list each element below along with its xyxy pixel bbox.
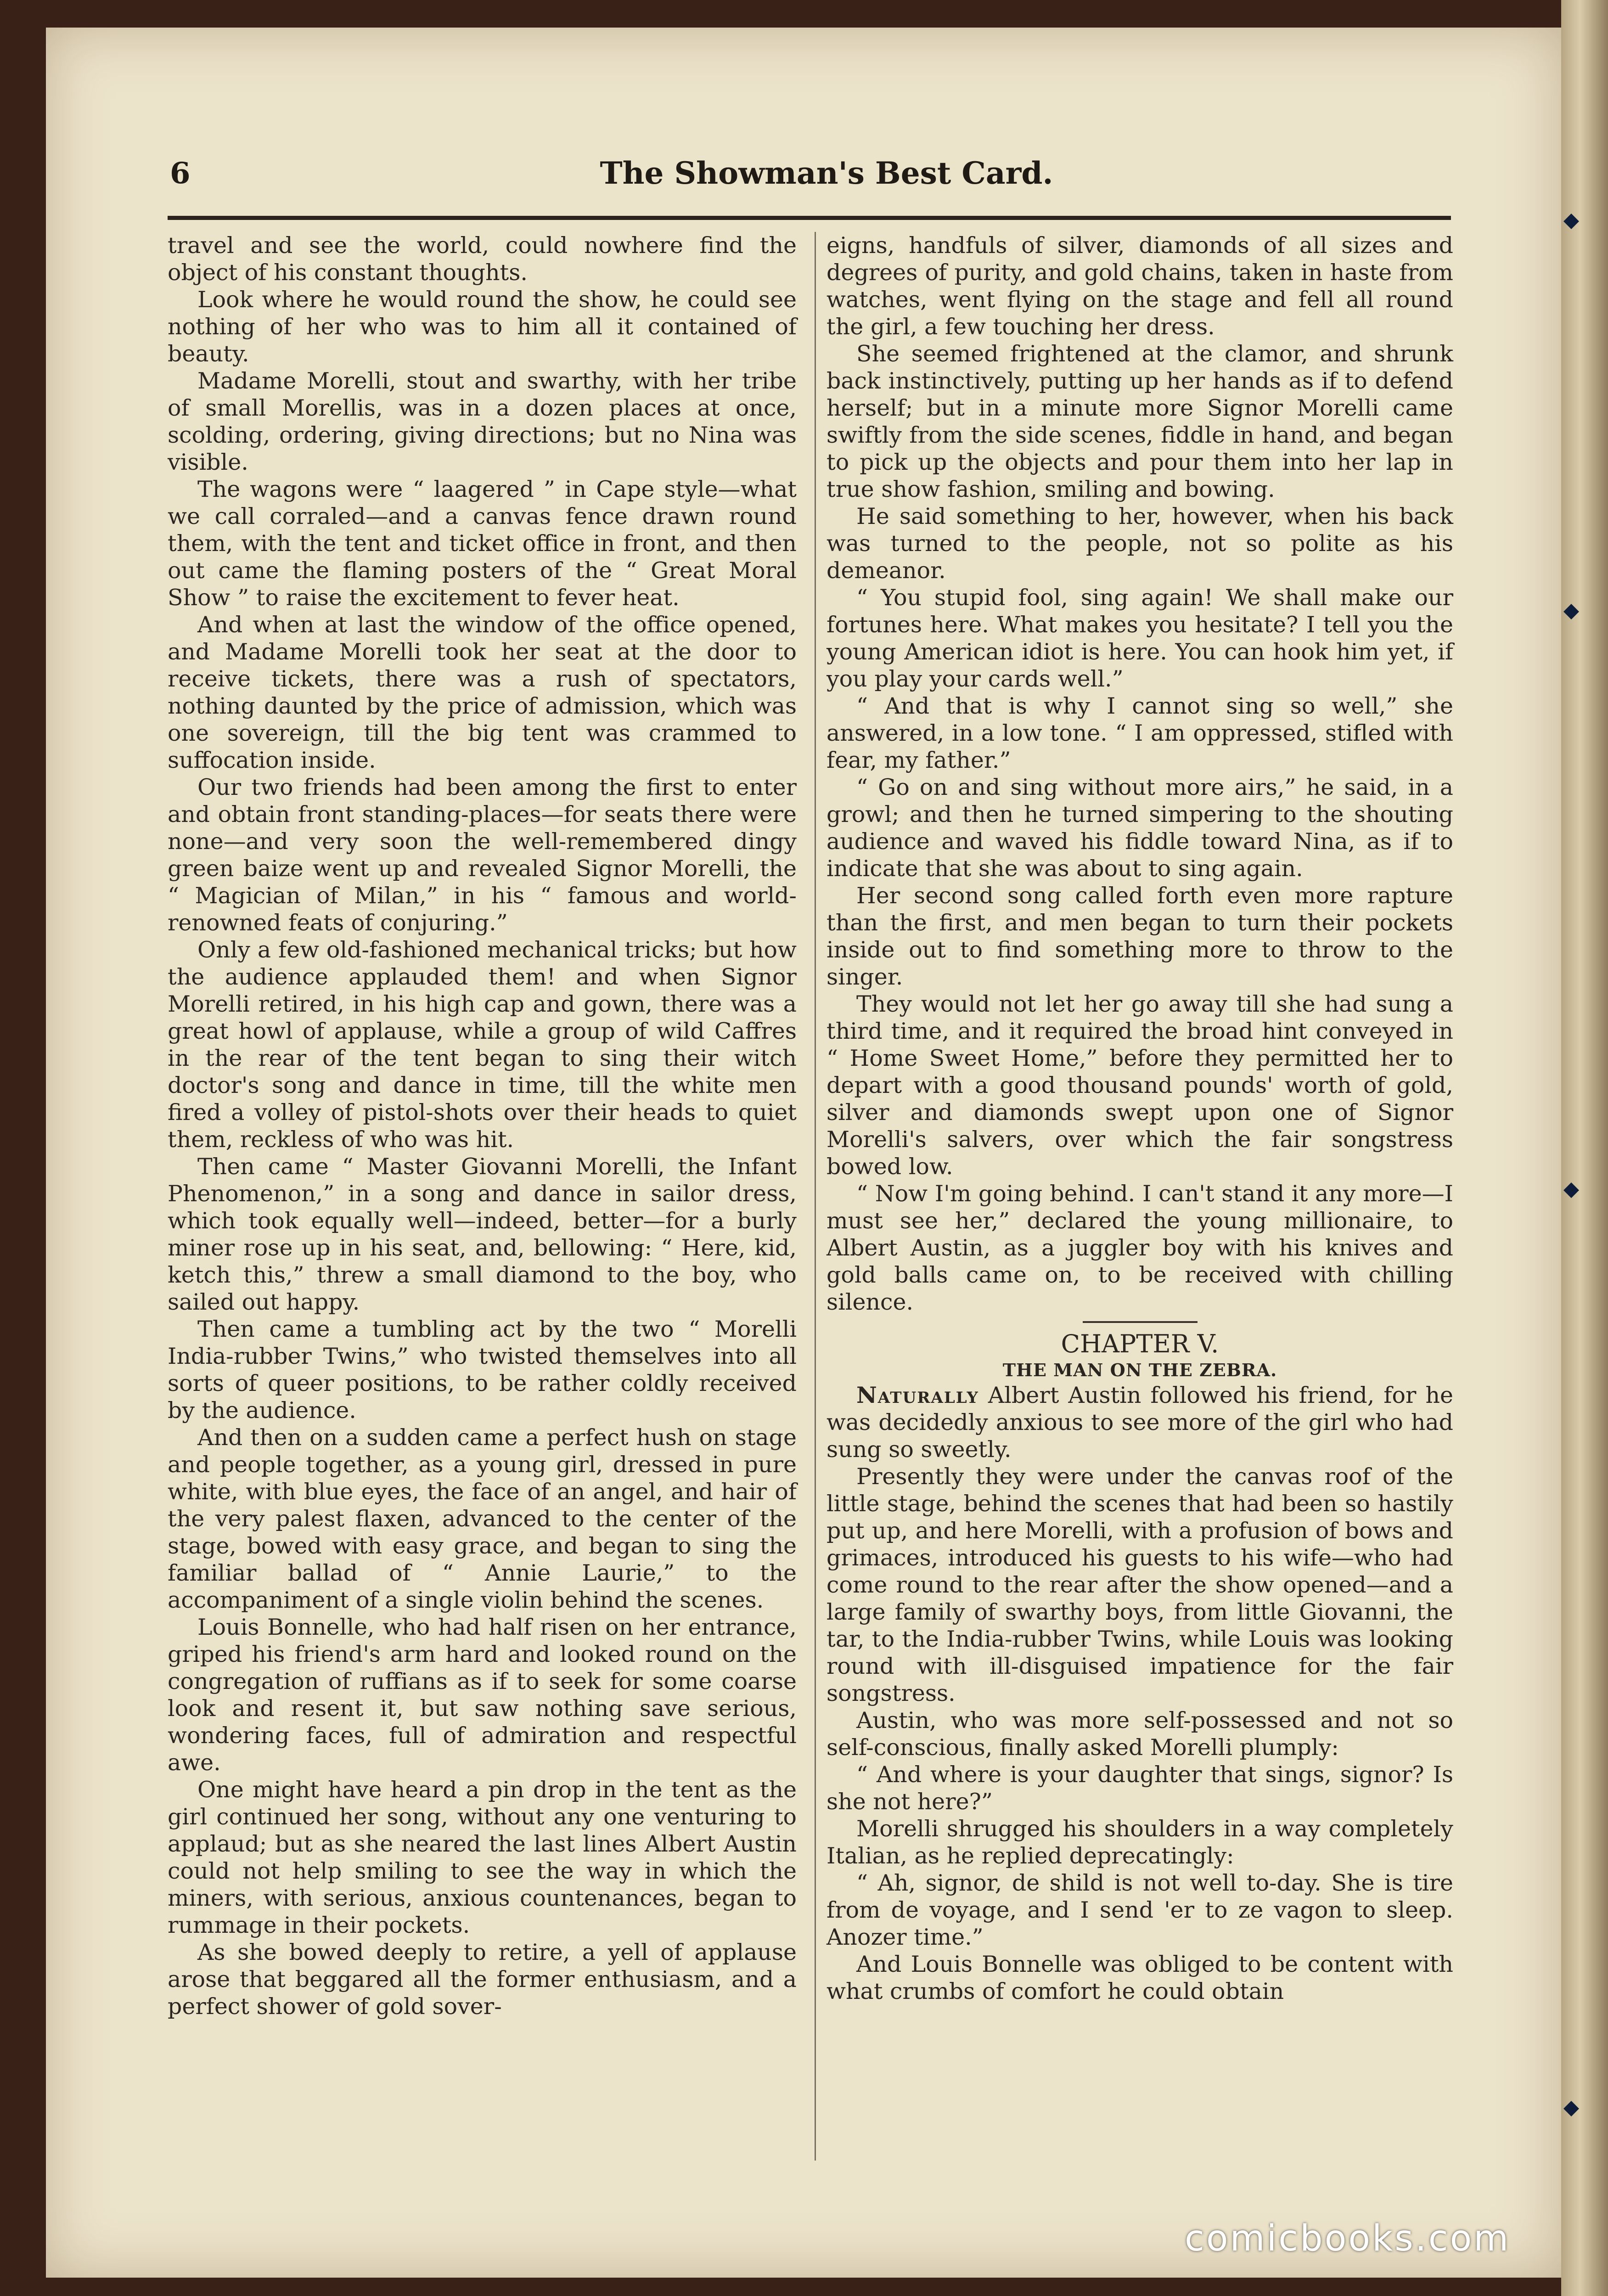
column-divider (815, 232, 816, 2161)
paragraph: Presently they were under the canvas roof of the little stage, behind the scenes that had been so hastily put up, and here Morelli, with a profusion of bows and grimaces, introduced his guests to his wife—who had come round to the rear after the show opened—and a large family of swarthy boys, from little Giovanni, the tar, to the India-rubber Twins, while Louis was looking round with ill-disguised impatience for the fair songstress. (826, 1463, 1453, 1706)
paragraph: He said something to her, however, when his back was turned to the people, not so polite as his demeanor. (826, 503, 1453, 584)
header-rule (168, 216, 1451, 220)
paragraph: Look where he would round the show, he could see nothing of her who was to him all it contained of beauty. (168, 287, 797, 367)
paragraph: As she bowed deeply to retire, a yell of applause arose that beggared all the former enthusiasm, and a perfect shower of gold sover- (168, 1939, 797, 2020)
paragraph: “ And where is your daughter that sings, signor? Is she not here?” (826, 1761, 1453, 1815)
paragraph: Our two friends had been among the first to enter and obtain front standing-places—for seats there were none—and very soon the well-remembered dingy green baize went up and revealed Signor Morelli, the “ Magician of Milan,” in his “ famous and world-renowned feats of conjuring.” (168, 774, 797, 936)
paragraph: Then came a tumbling act by the two “ Morelli India-rubber Twins,” who twisted themselves into all sorts of queer positions, to be rather coldly received by the audience. (168, 1316, 797, 1424)
watermark-text: comicbooks.com (1185, 2218, 1511, 2259)
paragraph: And then on a sudden came a perfect hush on stage and people together, as a young girl, dressed in pure white, with blue eyes, the face of an angel, and hair of the very palest flaxen, advanced to the center of the stage, bowed with easy grace, and began to sing the familiar ballad of “ Annie Laurie,” to the accompaniment of a single violin behind the scenes. (168, 1424, 797, 1613)
paragraph: Then came “ Master Giovanni Morelli, the Infant Phenomenon,” in a song and dance in sailor dress, which took equally well—indeed, better—for a burly miner rose up in his seat, and, bellowing: “ Here, kid, ketch this,” threw a small diamond to the boy, who sailed out happy. (168, 1154, 797, 1315)
right-column (826, 232, 1453, 2005)
running-head-title: The Showman's Best Card. (600, 155, 1053, 191)
binding-edge (1561, 0, 1608, 2296)
paragraph: eigns, handfuls of silver, diamonds of all sizes and degrees of purity, and gold chains, taken in haste from watches, went flying on the stage and fell all round the girl, a few touching her dress. (826, 232, 1453, 340)
page-number: 6 (170, 156, 191, 191)
paragraph: “ Go on and sing without more airs,” he said, in a growl; and then he turned simpering to the shouting audience and waved his fiddle toward Nina, as if to indicate that she was about to sing again. (826, 774, 1453, 882)
paragraph: Her second song called forth even more rapture than the first, and men began to turn their pockets inside out to find something more to throw to the singer. (826, 883, 1453, 990)
paragraph: The wagons were “ laagered ” in Cape style—what we call corraled—and a canvas fence drawn round them, with the tent and ticket office in front, and then out came the flaming posters of the “ Great Moral Show ” to raise the excitement to fever heat. (168, 476, 797, 611)
paragraph: Only a few old-fashioned mechanical tricks; but how the audience applauded them! and when Signor Morelli retired, in his high cap and gown, there was a great howl of applause, while a group of wild Caffres in the rear of the tent began to sing their witch doctor's song and dance in time, till the white men fired a volley of pistol-shots over their heads to quiet them, reckless of who was hit. (168, 937, 797, 1153)
paragraph: And Louis Bonnelle was obliged to be content with what crumbs of comfort he could obtain (826, 1951, 1453, 2004)
chapter-first-text: Albert Austin followed his friend, for he was decidedly anxious to see more of the girl who had sung so sweetly. (826, 1382, 1454, 1463)
paragraph: They would not let her go away till she had sung a third time, and it required the broad hint conveyed in “ Home Sweet Home,” before they permitted her to depart with a good thousand pounds' worth of gold, silver and diamonds swept upon one of Signor Morelli's salvers, over which the fair songstress bowed low. (826, 991, 1453, 1180)
paragraph: “ You stupid fool, sing again! We shall make our fortunes here. What makes you hesitate? I tell you the young American idiot is here. You can hook him yet, if you play your cards well.” (826, 585, 1453, 692)
paragraph: “ And that is why I cannot sing so well,” she answered, in a low tone. “ I am oppressed, stifled with fear, my father.” (826, 693, 1453, 773)
paragraph: One might have heard a pin drop in the tent as the girl continued her song, without any one venturing to applaud; but as she neared the last lines Albert Austin could not help smiling to see the way in which the miners, with serious, anxious countenances, began to rummage in their pockets. (168, 1777, 797, 1938)
paragraph: travel and see the world, could nowhere find the object of his constant thoughts. (168, 232, 797, 286)
paragraph: “ Ah, signor, de shild is not well to-day. She is tire from de voyage, and I send 'er to ze vagon to sleep. Anozer time.” (826, 1870, 1453, 1950)
chapter-first-word: Naturally (856, 1382, 979, 1408)
paragraph: Austin, who was more self-possessed and not so self-conscious, finally asked Morelli plumply: (826, 1707, 1453, 1761)
paragraph: Morelli shrugged his shoulders in a way completely Italian, as he replied deprecatingly: (826, 1816, 1453, 1869)
paragraph: She seemed frightened at the clamor, and shrunk back instinctively, putting up her hands as if to defend herself; but in a minute more Signor Morelli came swiftly from the side scenes, fiddle in hand, and began to pick up the objects and pour them into her lap in true show fashion, smiling and bowing. (826, 341, 1453, 502)
chapter-rule (1083, 1321, 1198, 1323)
paragraph: Louis Bonnelle, who had half risen on her entrance, griped his friend's arm hard and looked round on the congregation of ruffians as if to seek for some coarse look and resent it, but saw nothing save serious, wondering faces, full of admiration and respectful awe. (168, 1614, 797, 1776)
paragraph: “ Now I'm going behind. I can't stand it any more—I must see her,” declared the young millionaire, to Albert Austin, as a juggler boy with his knives and gold balls came on, to be received with chilling silence. (826, 1181, 1453, 1315)
paragraph-chapter-opening (826, 1382, 1453, 1463)
chapter-title: CHAPTER V. (1061, 1329, 1219, 1358)
paragraph: And when at last the window of the office opened, and Madame Morelli took her seat at the door to receive tickets, there was a rush of spectators, nothing daunted by the price of admission, which was one sovereign, till the big tent was crammed to suffocation inside. (168, 612, 797, 773)
chapter-subtitle: THE MAN ON THE ZEBRA. (1002, 1360, 1277, 1380)
paragraph: Madame Morelli, stout and swarthy, with her tribe of small Morellis, was in a dozen places at once, scolding, ordering, giving directions; but no Nina was visible. (168, 368, 797, 475)
left-column (168, 232, 797, 2020)
